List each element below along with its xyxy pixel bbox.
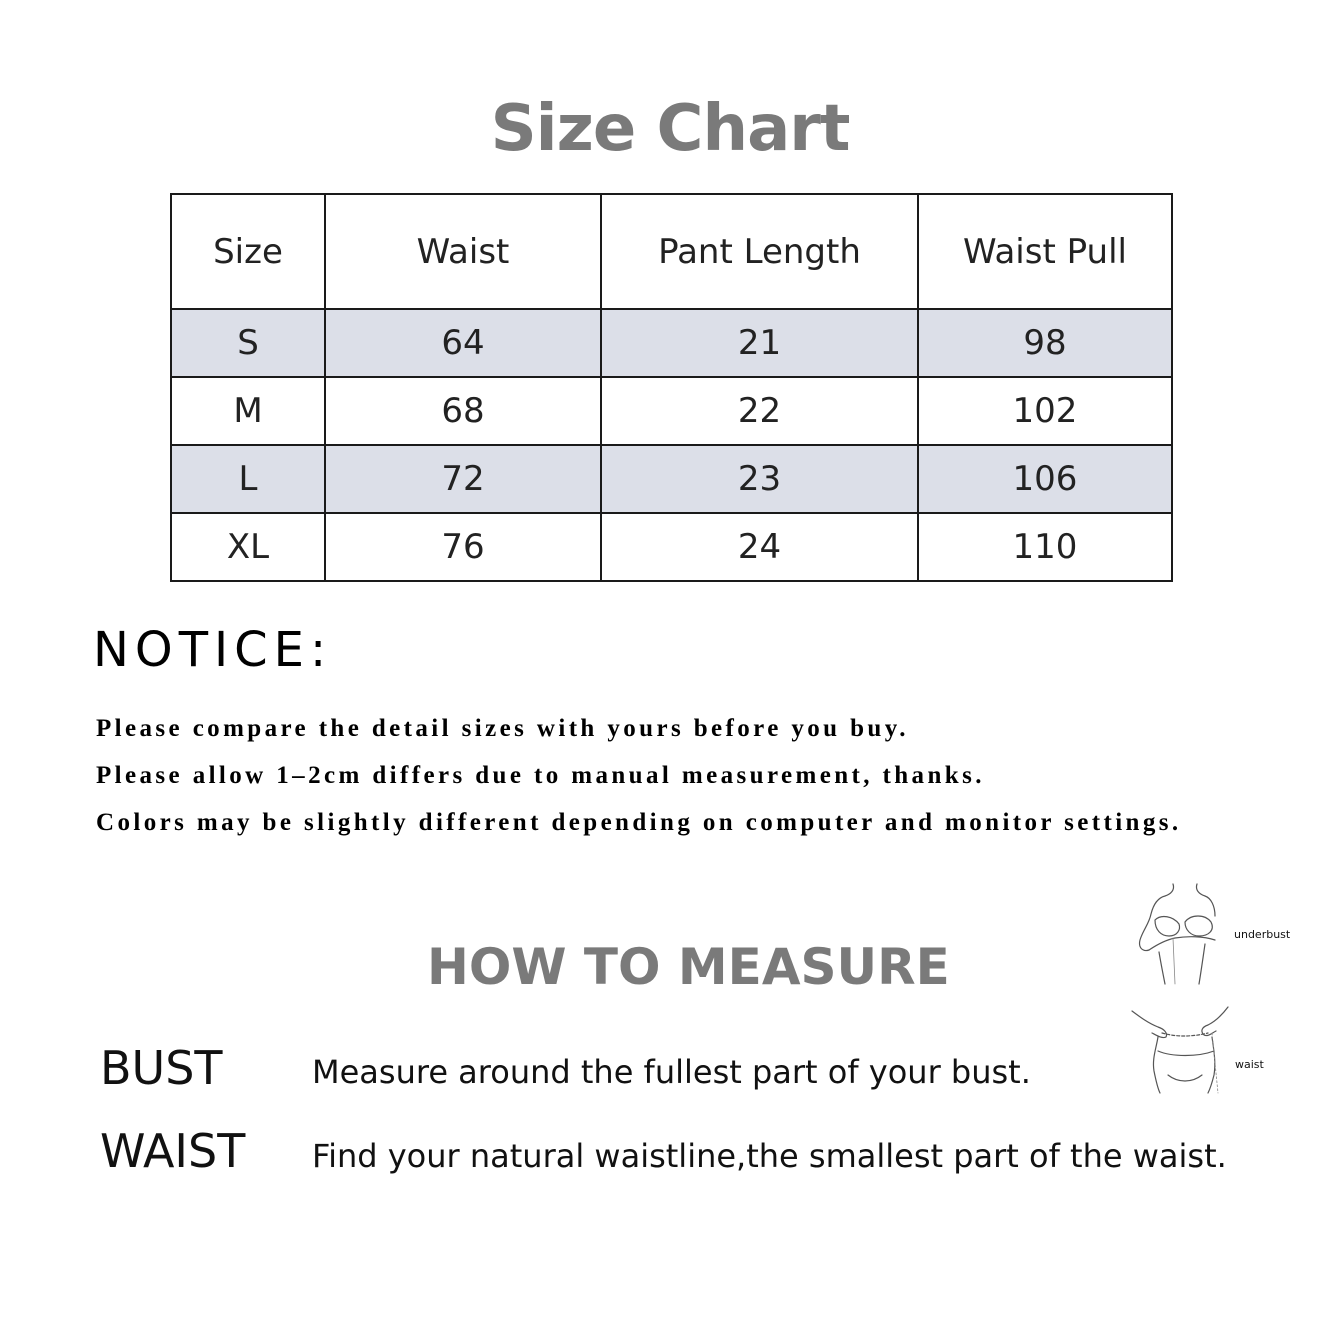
cell-size: M — [171, 377, 325, 445]
how-to-measure-heading: HOW TO MEASURE — [427, 938, 950, 996]
table-header-row — [171, 194, 1172, 309]
underbust-label: underbust — [1234, 928, 1291, 941]
cell-pant-length: 23 — [601, 445, 918, 513]
header-waist: Waist — [325, 194, 601, 309]
header-waist-pull: Waist Pull — [918, 194, 1172, 309]
notice-line: Please allow 1–2cm differs due to manual measurement, thanks. — [96, 762, 985, 789]
size-table — [170, 193, 1173, 582]
cell-size: S — [171, 309, 325, 377]
header-size: Size — [171, 194, 325, 309]
cell-waist: 64 — [325, 309, 601, 377]
measure-term-bust: BUST — [100, 1041, 223, 1095]
header-pant-length: Pant Length — [601, 194, 918, 309]
cell-size: XL — [171, 513, 325, 581]
cell-waist-pull: 110 — [918, 513, 1172, 581]
cell-waist-pull: 102 — [918, 377, 1172, 445]
cell-waist: 76 — [325, 513, 601, 581]
measure-desc-bust: Measure around the fullest part of your bust. — [312, 1053, 1031, 1091]
cell-pant-length: 24 — [601, 513, 918, 581]
notice-line: Please compare the detail sizes with yours before you buy. — [96, 715, 909, 742]
cell-waist: 72 — [325, 445, 601, 513]
table-row — [171, 445, 1172, 513]
table-row — [171, 377, 1172, 445]
waist-label: waist — [1235, 1058, 1264, 1071]
cell-size: L — [171, 445, 325, 513]
notice-heading: NOTICE: — [93, 622, 333, 678]
table-row — [171, 513, 1172, 581]
waist-figure-icon — [1128, 1003, 1233, 1095]
notice-line: Colors may be slightly different depending on computer and monitor settings. — [96, 809, 1182, 836]
cell-pant-length: 21 — [601, 309, 918, 377]
cell-waist-pull: 98 — [918, 309, 1172, 377]
page-title: Size Chart — [490, 92, 850, 166]
measure-desc-waist: Find your natural waistline,the smallest part of the waist. — [312, 1137, 1227, 1175]
cell-waist: 68 — [325, 377, 601, 445]
table-row — [171, 309, 1172, 377]
underbust-figure-icon — [1135, 880, 1230, 985]
measure-term-waist: WAIST — [100, 1124, 246, 1178]
cell-pant-length: 22 — [601, 377, 918, 445]
cell-waist-pull: 106 — [918, 445, 1172, 513]
